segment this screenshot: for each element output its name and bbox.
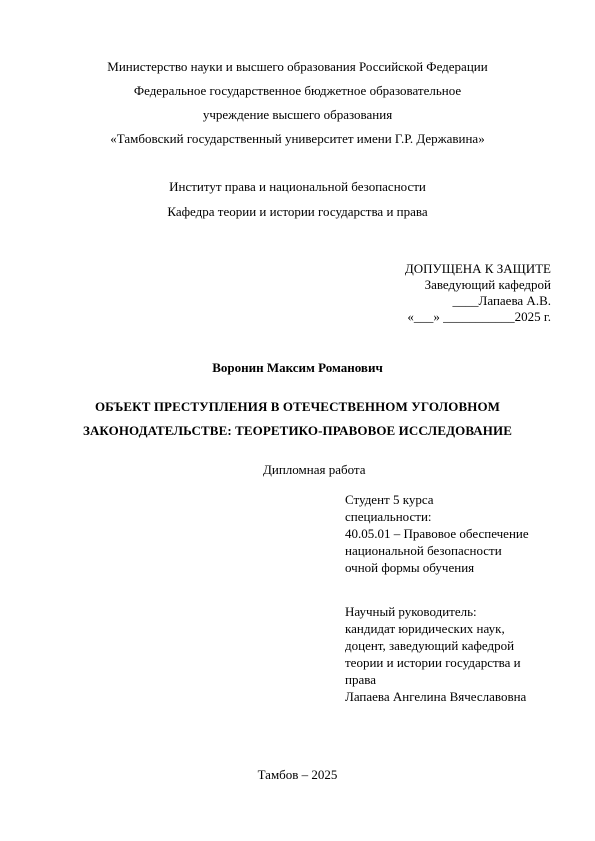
supervisor-info-line: права (345, 672, 376, 687)
supervisor-info-line: теории и истории государства и (345, 655, 521, 670)
supervisor-info-line: Лапаева Ангелина Вячеславовна (345, 689, 527, 704)
supervisor-info-line: доцент, заведующий кафедрой (345, 638, 515, 653)
approval-title: ДОПУЩЕНА К ЗАЩИТЕ (404, 261, 551, 276)
ministry-line: Министерство науки и высшего образования Российской Федерации (107, 59, 488, 74)
student-info-line: Студент 5 курса (345, 492, 434, 507)
supervisor-info (345, 603, 560, 705)
thesis-title-line-1: ОБЪЕКТ ПРЕСТУПЛЕНИЯ В ОТЕЧЕСТВЕННОМ УГОЛОВНОМ (94, 399, 501, 414)
approval-date: «___» ___________2025 г. (407, 309, 551, 324)
student-info-line: специальности: (345, 509, 432, 524)
supervisor-info-line: кандидат юридических наук, (345, 621, 505, 636)
student-info-line: 40.05.01 – Правовое обеспечение (345, 526, 529, 541)
approval-signature: ____Лапаева А.В. (452, 293, 551, 308)
department-name: Кафедра теории и истории государства и права (167, 204, 428, 219)
author-name: Воронин Максим Романович (212, 360, 383, 375)
approval-position: Заведующий кафедрой (424, 277, 551, 292)
student-info-line: очной формы обучения (345, 560, 475, 575)
student-info (345, 491, 560, 576)
thesis-title-line-2: ЗАКОНОДАТЕЛЬСТВЕ: ТЕОРЕТИКО-ПРАВОВОЕ ИССЛЕДОВАНИЕ (82, 423, 512, 438)
institution-line-2: учреждение высшего образования (202, 107, 393, 122)
supervisor-info-line: Научный руководитель: (345, 604, 477, 619)
university-name: «Тамбовский государственный университет имени Г.Р. Державина» (110, 131, 485, 146)
institution-line-1: Федеральное государственное бюджетное образовательное (133, 83, 462, 98)
work-type: Дипломная работа (263, 462, 366, 477)
institute-name: Институт права и национальной безопасности (169, 179, 426, 194)
footer-city-year: Тамбов – 2025 (257, 767, 338, 782)
student-info-line: национальной безопасности (345, 543, 502, 558)
